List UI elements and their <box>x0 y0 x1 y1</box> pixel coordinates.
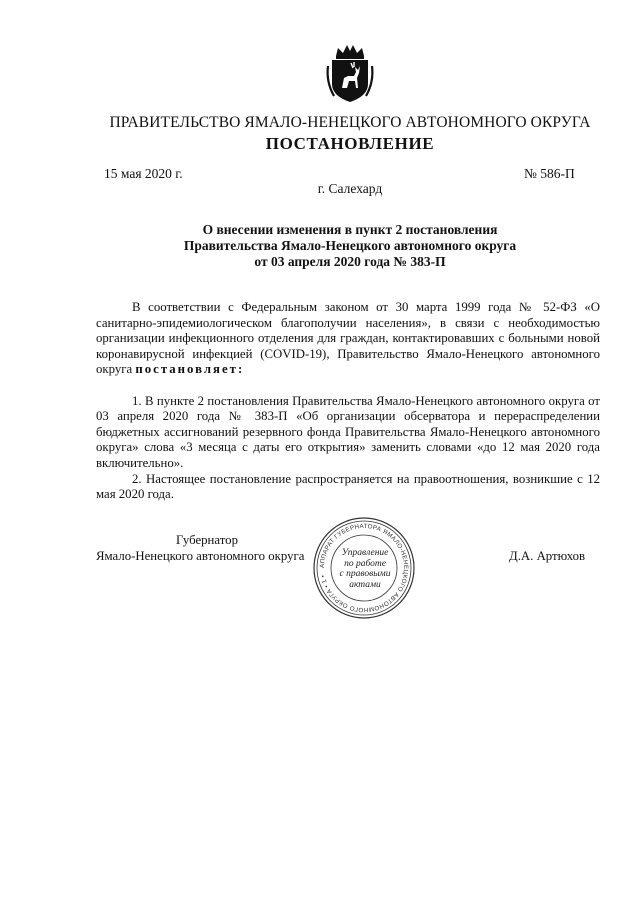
coat-of-arms-icon <box>324 42 376 104</box>
stamp-line-4: актами <box>349 579 381 590</box>
signatory-region: Ямало-Ненецкого автономного округа <box>96 548 305 563</box>
stamp-ring-text: АППАРАТ ГУБЕРНАТОРА ЯМАЛО-НЕНЕЦКОГО АВТОНОМНОГО ОКРУГА • 1 • <box>318 522 410 614</box>
stamp-line-3: с правовыми <box>339 569 391 579</box>
stamp-line-2: по работе <box>344 558 386 569</box>
stamp-line-1: Управление <box>341 548 389 558</box>
organization-name: ПРАВИТЕЛЬСТВО ЯМАЛО-НЕНЕЦКОГО АВТОНОМНОГО ОКРУГА <box>109 114 591 131</box>
document-type: ПОСТАНОВЛЕНИЕ <box>265 134 435 153</box>
preamble-paragraph <box>96 300 600 378</box>
resolves-word: постановляет: <box>135 362 245 377</box>
signatory-name: Д.А. Артюхов <box>509 549 586 563</box>
preamble-text: В соответствии с Федеральным законом от 30 марта 1999 года № 52-ФЗ «О санитарно-эпидемиологическом благополучии населения», в связи с необходимостью организации инфекционного отделения для граждан, контактировавших с больными новой коронавирусной инфекцией (COVID-19), Правительство Ямало-Ненецкого автономного округа <box>96 300 600 377</box>
title-line-3: от 03 апреля 2020 года № 383-П <box>254 253 446 269</box>
title-line-2: Правительства Ямало-Ненецкого автономного округа <box>183 237 517 253</box>
stamp-center-text <box>334 548 396 590</box>
preamble-block <box>96 300 600 503</box>
document-title <box>120 222 580 269</box>
title-line-1: О внесении изменения в пункт 2 постановления <box>202 222 498 237</box>
item-1: 1. В пункте 2 постановления Правительства Ямало-Ненецкого автономного округа от 03 апреля 2020 года № 383-П «Об организации обсерватора и перераспределении бюджетных ассигнований резервного фонда Правительства Ямало-Ненецкого автономного округа» слова «3 месяца с даты его открытия» заменить словами «до 12 мая 2020 года включительно». <box>96 393 600 470</box>
document-date: 15 мая 2020 г. <box>104 166 183 181</box>
document-number: № 586-П <box>524 166 575 181</box>
item-2: 2. Настоящее постановление распространяется на правоотношения, возникшие с 12 мая 2020 года. <box>96 471 600 502</box>
signatory-title: Губернатор <box>176 533 238 547</box>
document-city: г. Салехард <box>317 181 383 196</box>
